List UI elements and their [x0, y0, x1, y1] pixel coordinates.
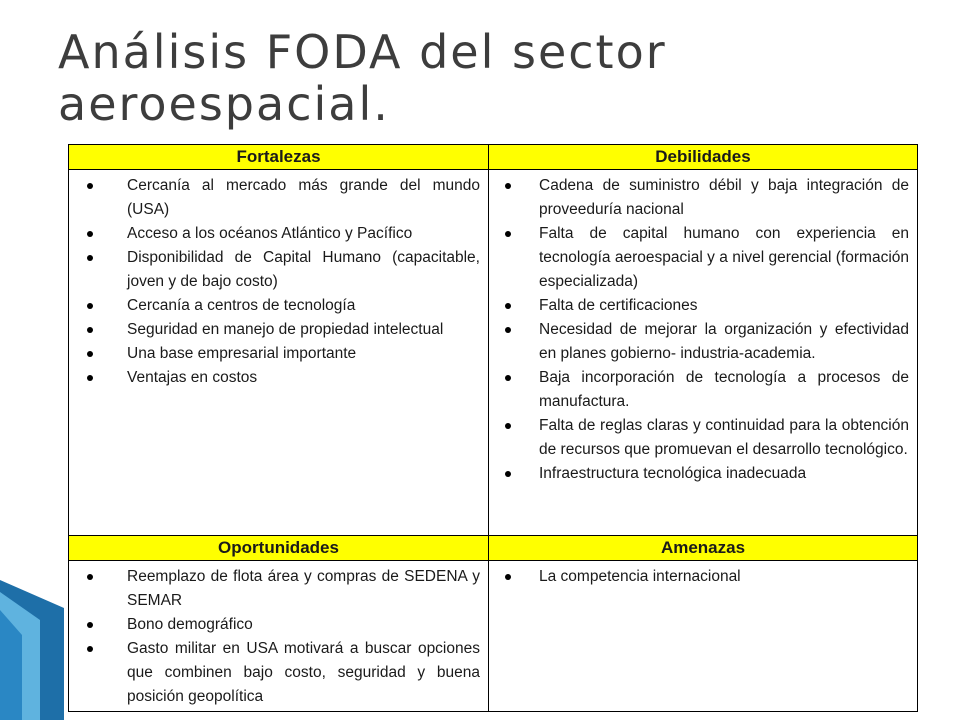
list-item-text: Cercanía al mercado más grande del mundo (USA): [127, 177, 480, 218]
list-item-text: Una base empresarial importante: [127, 345, 357, 362]
bullet-icon: [505, 303, 511, 309]
list-item: [495, 565, 909, 589]
bullet-icon: [505, 574, 511, 580]
list-item-text: Reemplazo de flota área y compras de SEDENA y SEMAR: [127, 568, 480, 609]
slide-title-line-1: Análisis FODA del sector: [58, 25, 667, 79]
list-item: [495, 318, 909, 366]
list-item-text: Gasto militar en USA motivará a buscar opciones que combinen bajo costo, seguridad y buena posición geopolítica: [127, 640, 480, 705]
bullet-icon: [87, 327, 93, 333]
bullet-icon: [505, 471, 511, 477]
slide-title-line-2: aeroespacial.: [58, 77, 390, 131]
header-fortalezas: Fortalezas: [69, 145, 489, 170]
list-item-text: Acceso a los océanos Atlántico y Pacífico: [127, 225, 413, 242]
list-item: [75, 613, 480, 637]
bullet-icon: [87, 183, 93, 189]
slide-title: [58, 26, 938, 130]
header-amenazas: Amenazas: [489, 536, 918, 561]
bullet-icon: [87, 255, 93, 261]
list-item: [75, 222, 480, 246]
list-oportunidades: [75, 565, 480, 709]
list-item: [75, 565, 480, 613]
list-item-text: Bono demográfico: [127, 616, 253, 633]
swot-table: [68, 144, 918, 712]
list-item-text: Falta de certificaciones: [539, 297, 698, 314]
bullet-icon: [87, 375, 93, 381]
list-item: [75, 342, 480, 366]
list-item: [495, 222, 909, 294]
bullet-icon: [87, 231, 93, 237]
bullet-icon: [505, 231, 511, 237]
list-item-text: Falta de capital humano con experiencia en tecnología aeroespacial y a nivel gerencial (formación especializada): [539, 225, 909, 290]
cell-amenazas: [489, 561, 918, 712]
list-item-text: Seguridad en manejo de propiedad intelectual: [127, 321, 444, 338]
list-fortalezas: [75, 174, 480, 390]
header-oportunidades: Oportunidades: [69, 536, 489, 561]
corner-decoration: [0, 580, 64, 720]
bullet-icon: [505, 327, 511, 333]
list-item: [495, 174, 909, 222]
list-item: [495, 462, 909, 486]
bullet-icon: [87, 351, 93, 357]
list-item-text: Ventajas en costos: [127, 369, 258, 386]
bullet-icon: [87, 303, 93, 309]
cell-oportunidades: [69, 561, 489, 712]
list-item: [75, 246, 480, 294]
bullet-icon: [505, 375, 511, 381]
list-item-text: Baja incorporación de tecnología a procesos de manufactura.: [539, 369, 909, 410]
list-item-text: La competencia internacional: [539, 568, 741, 585]
header-debilidades: Debilidades: [489, 145, 918, 170]
bullet-icon: [87, 574, 93, 580]
list-item-text: Falta de reglas claras y continuidad para la obtención de recursos que promuevan el desarrollo tecnológico.: [539, 417, 909, 458]
bullet-icon: [87, 622, 93, 628]
list-item-text: Cadena de suministro débil y baja integración de proveeduría nacional: [539, 177, 909, 218]
cell-fortalezas: [69, 170, 489, 536]
list-item-text: Cercanía a centros de tecnología: [127, 297, 356, 314]
list-item: [75, 366, 480, 390]
list-item: [75, 174, 480, 222]
bullet-icon: [505, 183, 511, 189]
list-item-text: Necesidad de mejorar la organización y efectividad en planes gobierno- industria-academia.: [539, 321, 909, 362]
list-item: [495, 414, 909, 462]
list-item: [495, 366, 909, 414]
list-item-text: Disponibilidad de Capital Humano (capacitable, joven y de bajo costo): [127, 249, 480, 290]
list-item-text: Infraestructura tecnológica inadecuada: [539, 465, 807, 482]
bullet-icon: [505, 423, 511, 429]
list-amenazas: [495, 565, 909, 589]
list-item: [75, 318, 480, 342]
bullet-icon: [87, 646, 93, 652]
list-item: [495, 294, 909, 318]
list-item: [75, 294, 480, 318]
list-debilidades: [495, 174, 909, 486]
cell-debilidades: [489, 170, 918, 536]
list-item: [75, 637, 480, 709]
